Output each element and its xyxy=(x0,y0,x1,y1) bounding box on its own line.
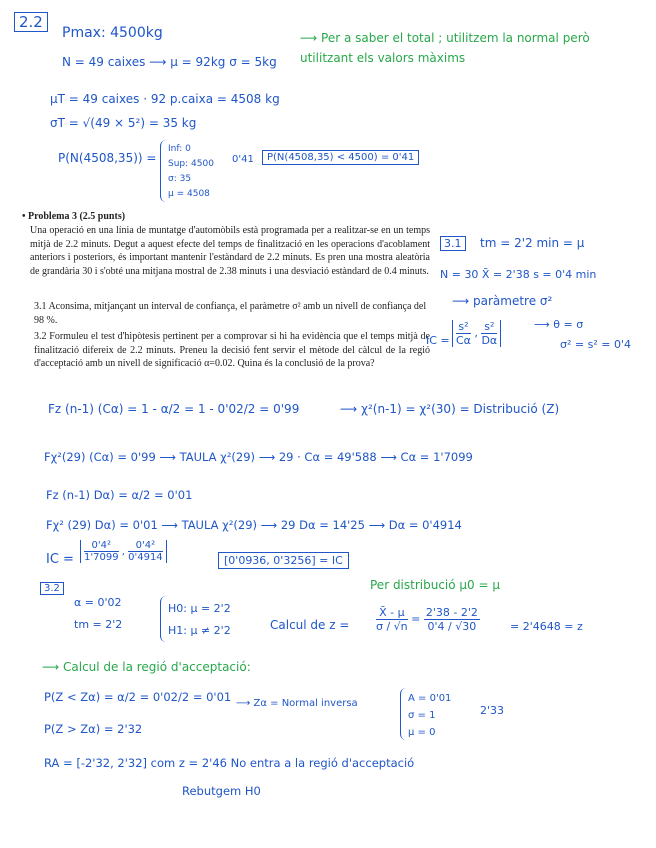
brace-item: μ = 4508 xyxy=(168,189,210,199)
ic-f1-den: 1'7099 xyxy=(84,552,119,563)
p1-line: P(Z < Zα) = α/2 = 0'02/2 = 0'01 xyxy=(44,690,232,704)
brace-item: Inf: 0 xyxy=(168,144,191,154)
ic-frac1-den: Cα xyxy=(456,334,471,347)
z-value: = 2'4648 = z xyxy=(510,620,583,633)
green-note-normal: ⟶ Per a saber el total ; utilitzem la normal però utilitzant els valors màxims xyxy=(300,31,590,65)
green-note-distribution: Per distribució μ0 = μ xyxy=(370,578,501,592)
problem-text: Una operació en una línia de muntatge d'automòbils està programada per a realitzar-se en un temps mitjà de 2.2 minuts. Degut a aquest efecte del temps de finalització en les operacions d'acoblament anteriors i posteriors, és important mantenir l'estàndard de 2.2 minuts. Es pren una mostra aleatòria de grandària 30 i s'obté una mitjana mostral de 2.38 minuts i una desviació estàndard de 0.4 minuts. xyxy=(30,225,430,277)
normal-param: A = 0'01 xyxy=(408,693,452,704)
normal-params xyxy=(408,690,451,741)
work-line-4: Fχ² (29) Dα) = 0'01 ⟶ TAULA χ²(29) ⟶ 29 Dα = 14'25 ⟶ Dα = 0'4914 xyxy=(46,518,462,532)
question-3-1: 3.1 Aconsima, mitjançant un interval de confiança, el paràmetre σ² amb un nivell de confiança del 98 %. xyxy=(34,301,427,326)
ic-brackets: $\frac{\text{s²}}{C\alpha}$ , $\frac{\text{s²}}{D\alpha}$ xyxy=(452,320,501,347)
hypotheses xyxy=(168,598,231,642)
sigma-s-line: σ² = s² = 0'4 xyxy=(560,338,631,351)
work-line-1-right: ⟶ χ²(n-1) = χ²(30) = Distribució (Z) xyxy=(340,402,560,416)
z-den: σ / √n xyxy=(376,620,408,633)
work-line-1: Fz (n-1) (Cα) = 1 - α/2 = 1 - 0'02/2 = 0'99 xyxy=(48,402,300,416)
n-line: N = 49 caixes ⟶ μ = 92kg σ = 5kg xyxy=(62,55,277,69)
alpha-line: α = 0'02 xyxy=(74,596,122,609)
brace-item: Sup: 4500 xyxy=(168,159,214,169)
ic-frac1-num: s² xyxy=(456,320,471,334)
work-line-3: Fz (n-1) Dα) = α/2 = 0'01 xyxy=(46,488,193,502)
label-3-2: 3.2 xyxy=(40,582,64,595)
ic-f1-num: 0'4² xyxy=(84,540,119,552)
problem-title: • Problema 3 (2.5 punts) xyxy=(22,211,126,222)
z-num: X̄ - μ xyxy=(376,606,408,620)
ic-frac2-den: Dα xyxy=(481,334,498,347)
pmax-text: Pmax: 4500kg xyxy=(62,25,163,41)
conclusion: Rebutgem H0 xyxy=(182,784,261,798)
h1: H1: μ ≠ 2'2 xyxy=(168,624,231,637)
ic-f2-den: 0'4914 xyxy=(128,552,163,563)
param-line: ⟶ paràmetre σ² xyxy=(452,294,553,308)
ic-f2-num: 0'4² xyxy=(128,540,163,552)
brace-item: σ: 35 xyxy=(168,174,192,184)
normal-value: 2'33 xyxy=(480,704,505,717)
prob-value: 0'41 xyxy=(232,154,254,165)
label-3-1: 3.1 xyxy=(440,236,466,251)
region-title: ⟶ Calcul de la regió d'acceptació: xyxy=(42,660,251,674)
normal-param: μ = 0 xyxy=(408,727,436,738)
ic-result-label: IC = xyxy=(46,552,74,567)
ic-result-brackets: $\frac{\text{0'4²}}{1'7099}$ , $\frac{\text{0'4²}}{0'4914}$ xyxy=(80,540,167,563)
z-den2: 0'4 / √30 xyxy=(427,620,477,633)
ic-result-box: [0'0936, 0'3256] = IC xyxy=(218,552,349,569)
prob-label: P(N(4508,35)) = xyxy=(58,151,157,165)
ic-label: IC = xyxy=(426,334,450,347)
brace-list xyxy=(168,142,214,202)
section-label: 2.2 xyxy=(14,12,48,32)
tm-test-line: tm = 2'2 xyxy=(74,618,123,631)
p2-line: P(Z > Zα) = 2'32 xyxy=(44,722,143,736)
normal-param: σ = 1 xyxy=(408,710,436,721)
prob-box: P(N(4508,35) < 4500) = 0'41 xyxy=(262,150,419,165)
z-formula: $\frac{X̄ - \mu}{\sigma / √n}$ = $\frac{2'38 - 2'2}{0'4 / √30}$ xyxy=(376,606,478,633)
h0: H0: μ = 2'2 xyxy=(168,602,231,615)
calcul-z: Calcul de z = xyxy=(270,618,350,632)
theta-line: ⟶ θ = σ xyxy=(534,318,584,331)
mu-total: μT = 49 caixes · 92 p.caixa = 4508 kg xyxy=(50,92,280,106)
sigma-total: σT = √(49 × 5²) = 35 kg xyxy=(50,116,197,130)
p1-arrow: ⟶ Zα = Normal inversa xyxy=(236,698,358,709)
ra-line: RA = [-2'32, 2'32] com z = 2'46 No entra a la regió d'acceptació xyxy=(44,756,415,770)
question-3-2: 3.2 Formuleu el test d'hipòtesis pertinent per a comprovar si hi ha evidència que el temps mitjà de finalització difereix de 2.2 minuts. Preneu la decisió fent servir el mètode del càlcul de la regió d'acceptació amb un nivell de significació α=0.02. Quina és la conclusió de la prova? xyxy=(34,331,430,369)
work-line-2: Fχ²(29) (Cα) = 0'99 ⟶ TAULA χ²(29) ⟶ 29 · Cα = 49'588 ⟶ Cα = 1'7099 xyxy=(44,450,473,464)
tm-line: tm = 2'2 min = μ xyxy=(480,236,585,250)
z-num2: 2'38 - 2'2 xyxy=(425,606,478,619)
ic-frac2-num: s² xyxy=(481,320,497,334)
n30-line: N = 30 X̄ = 2'38 s = 0'4 min xyxy=(440,268,597,281)
